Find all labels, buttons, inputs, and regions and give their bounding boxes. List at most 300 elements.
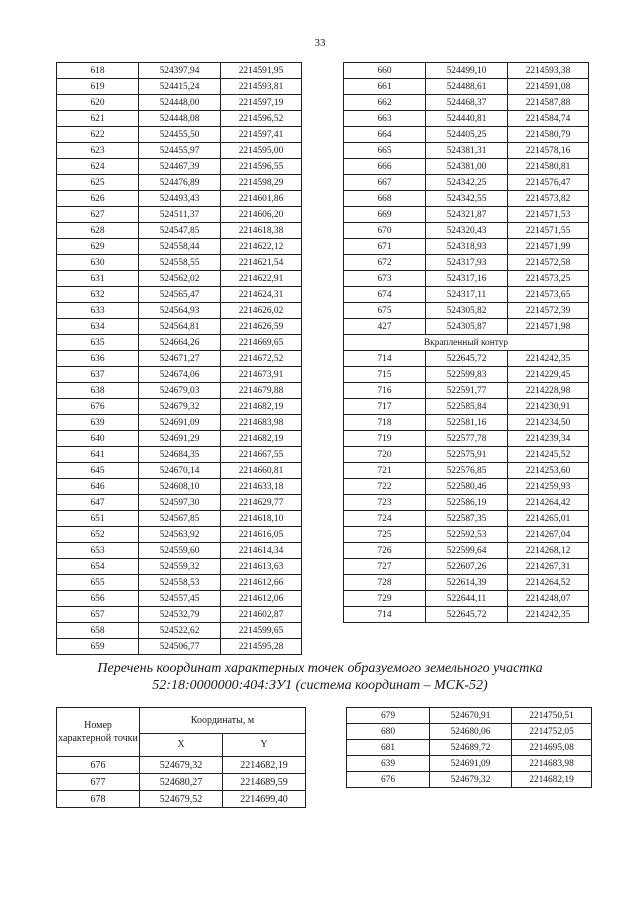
table-row (344, 351, 589, 367)
point-number-cell: 633 (57, 303, 139, 319)
y-coordinate-cell: 2214606,20 (221, 207, 302, 223)
y-coordinate-cell: 2214576,47 (508, 175, 589, 191)
x-coordinate-cell: 524467,39 (139, 159, 221, 175)
y-coordinate-cell: 2214239,34 (508, 431, 589, 447)
y-coordinate-cell: 2214669,65 (221, 335, 302, 351)
table-row (57, 111, 302, 127)
y-coordinate-cell: 2214622,91 (221, 271, 302, 287)
table-row (344, 415, 589, 431)
table-header-row (57, 708, 306, 734)
table-row (57, 255, 302, 271)
x-coordinate-cell: 524670,14 (139, 463, 221, 479)
x-coordinate-cell: 522587,35 (426, 511, 508, 527)
y-coordinate-cell: 2214699,40 (223, 791, 306, 808)
table-row (57, 774, 306, 791)
table-row (347, 740, 592, 756)
table-row (57, 127, 302, 143)
x-coordinate-cell: 524564,81 (139, 319, 221, 335)
point-number-cell: 676 (57, 757, 140, 774)
y-coordinate-cell: 2214584,74 (508, 111, 589, 127)
table-row (344, 431, 589, 447)
y-coordinate-cell: 2214624,31 (221, 287, 302, 303)
y-coordinate-cell: 2214599,65 (221, 623, 302, 639)
y-coordinate-cell: 2214601,86 (221, 191, 302, 207)
x-coordinate-cell: 522575,91 (426, 447, 508, 463)
x-coordinate-cell: 524506,77 (139, 639, 221, 655)
table-row (57, 399, 302, 415)
y-coordinate-cell: 2214573,25 (508, 271, 589, 287)
y-coordinate-cell: 2214598,29 (221, 175, 302, 191)
table-row (57, 159, 302, 175)
section-title-line-1: Перечень координат характерных точек образуемого земельного участка (97, 661, 543, 676)
point-number-cell: 631 (57, 271, 139, 287)
header-point-number: Номер характерной точки (57, 708, 140, 757)
point-number-cell: 676 (57, 399, 139, 415)
table-row (57, 757, 306, 774)
y-coordinate-cell: 2214572,58 (508, 255, 589, 271)
point-number-cell: 621 (57, 111, 139, 127)
x-coordinate-cell: 524565,47 (139, 287, 221, 303)
point-number-cell: 626 (57, 191, 139, 207)
point-number-cell: 619 (57, 79, 139, 95)
x-coordinate-cell: 524567,85 (139, 511, 221, 527)
table-row (344, 479, 589, 495)
point-number-cell: 718 (344, 415, 426, 431)
point-number-cell: 720 (344, 447, 426, 463)
point-number-cell: 724 (344, 511, 426, 527)
table-row (344, 543, 589, 559)
table-row (57, 607, 302, 623)
x-coordinate-cell: 524321,87 (426, 207, 508, 223)
table-row (57, 207, 302, 223)
point-number-cell: 665 (344, 143, 426, 159)
x-coordinate-cell: 524664,26 (139, 335, 221, 351)
x-coordinate-cell: 524679,32 (430, 772, 512, 788)
point-number-cell: 635 (57, 335, 139, 351)
point-number-cell: 636 (57, 351, 139, 367)
x-coordinate-cell: 522585,84 (426, 399, 508, 415)
y-coordinate-cell: 2214682,19 (223, 757, 306, 774)
x-coordinate-cell: 522614,39 (426, 575, 508, 591)
x-coordinate-cell: 524558,44 (139, 239, 221, 255)
table-row (57, 271, 302, 287)
x-coordinate-cell: 524691,09 (430, 756, 512, 772)
point-number-cell: 714 (344, 607, 426, 623)
table-row (344, 207, 589, 223)
table-row (344, 367, 589, 383)
point-number-cell: 657 (57, 607, 139, 623)
y-coordinate-cell: 2214573,82 (508, 191, 589, 207)
point-number-cell: 623 (57, 143, 139, 159)
x-coordinate-cell: 522644,11 (426, 591, 508, 607)
x-coordinate-cell: 524381,31 (426, 143, 508, 159)
y-coordinate-cell: 2214621,54 (221, 255, 302, 271)
y-coordinate-cell: 2214602,87 (221, 607, 302, 623)
y-coordinate-cell: 2214622,12 (221, 239, 302, 255)
point-number-cell: 646 (57, 479, 139, 495)
x-coordinate-cell: 524455,50 (139, 127, 221, 143)
table-row (344, 559, 589, 575)
point-number-cell: 723 (344, 495, 426, 511)
x-coordinate-cell: 524558,53 (139, 575, 221, 591)
plot-coordinates-table-left (56, 707, 306, 808)
y-coordinate-cell: 2214230,91 (508, 399, 589, 415)
point-number-cell: 647 (57, 495, 139, 511)
y-coordinate-cell: 2214593,81 (221, 79, 302, 95)
x-coordinate-cell: 524691,09 (139, 415, 221, 431)
table-row (57, 495, 302, 511)
x-coordinate-cell: 522599,83 (426, 367, 508, 383)
x-coordinate-cell: 524564,93 (139, 303, 221, 319)
table-row (344, 303, 589, 319)
table-row (57, 143, 302, 159)
table-row (57, 447, 302, 463)
x-coordinate-cell: 524448,08 (139, 111, 221, 127)
table-row (57, 527, 302, 543)
x-coordinate-cell: 524305,82 (426, 303, 508, 319)
x-coordinate-cell: 524680,06 (430, 724, 512, 740)
table-row (344, 319, 589, 335)
table-row (57, 383, 302, 399)
y-coordinate-cell: 2214682,19 (221, 431, 302, 447)
table-row (344, 111, 589, 127)
table-row (57, 511, 302, 527)
point-number-cell: 676 (347, 772, 430, 788)
x-coordinate-cell: 524305,87 (426, 319, 508, 335)
table-row (344, 399, 589, 415)
point-number-cell: 639 (347, 756, 430, 772)
table-row (344, 239, 589, 255)
x-coordinate-cell: 524674,06 (139, 367, 221, 383)
table-row (347, 756, 592, 772)
table-row (344, 447, 589, 463)
point-number-cell: 679 (347, 708, 430, 724)
plot-coordinates-table-left-body (57, 708, 306, 808)
table-row (344, 463, 589, 479)
point-number-cell: 656 (57, 591, 139, 607)
y-coordinate-cell: 2214616,05 (221, 527, 302, 543)
x-coordinate-cell: 522591,77 (426, 383, 508, 399)
point-number-cell: 681 (347, 740, 430, 756)
x-coordinate-cell: 524318,93 (426, 239, 508, 255)
point-number-cell: 716 (344, 383, 426, 399)
table-row (57, 543, 302, 559)
table-row (344, 575, 589, 591)
y-coordinate-cell: 2214626,59 (221, 319, 302, 335)
x-coordinate-cell: 524317,93 (426, 255, 508, 271)
y-coordinate-cell: 2214229,45 (508, 367, 589, 383)
table-row (57, 303, 302, 319)
table-row (57, 639, 302, 655)
y-coordinate-cell: 2214672,52 (221, 351, 302, 367)
y-coordinate-cell: 2214633,18 (221, 479, 302, 495)
x-coordinate-cell: 524559,32 (139, 559, 221, 575)
x-coordinate-cell: 522581,16 (426, 415, 508, 431)
y-coordinate-cell: 2214242,35 (508, 607, 589, 623)
point-number-cell: 721 (344, 463, 426, 479)
plot-coordinates-table-right (346, 707, 592, 788)
point-number-cell: 677 (57, 774, 140, 791)
x-coordinate-cell: 522580,46 (426, 479, 508, 495)
coordinates-table-right-body-bottom (344, 351, 589, 623)
point-number-cell: 715 (344, 367, 426, 383)
x-coordinate-cell: 524381,00 (426, 159, 508, 175)
table-row (57, 559, 302, 575)
x-coordinate-cell: 524597,30 (139, 495, 221, 511)
x-coordinate-cell: 524499,10 (426, 63, 508, 79)
x-coordinate-cell: 524671,27 (139, 351, 221, 367)
table-row (344, 79, 589, 95)
point-number-cell: 666 (344, 159, 426, 175)
table-row (57, 367, 302, 383)
x-coordinate-cell: 524547,85 (139, 223, 221, 239)
table-row (57, 79, 302, 95)
table-row (344, 271, 589, 287)
point-number-cell: 668 (344, 191, 426, 207)
y-coordinate-cell: 2214267,04 (508, 527, 589, 543)
x-coordinate-cell: 524689,72 (430, 740, 512, 756)
x-coordinate-cell: 522645,72 (426, 607, 508, 623)
point-number-cell: 717 (344, 399, 426, 415)
point-number-cell: 651 (57, 511, 139, 527)
x-coordinate-cell: 524476,89 (139, 175, 221, 191)
x-coordinate-cell: 524320,43 (426, 223, 508, 239)
point-number-cell: 638 (57, 383, 139, 399)
table-row (344, 127, 589, 143)
embedded-contour-label: Вкрапленный контур (344, 335, 589, 351)
y-coordinate-cell: 2214593,38 (508, 63, 589, 79)
x-coordinate-cell: 524679,52 (140, 791, 223, 808)
x-coordinate-cell: 524405,25 (426, 127, 508, 143)
table-row (57, 791, 306, 808)
x-coordinate-cell: 524342,55 (426, 191, 508, 207)
x-coordinate-cell: 524562,02 (139, 271, 221, 287)
table-row (57, 431, 302, 447)
y-coordinate-cell: 2214682,19 (512, 772, 592, 788)
table-row (57, 479, 302, 495)
y-coordinate-cell: 2214591,08 (508, 79, 589, 95)
y-coordinate-cell: 2214613,63 (221, 559, 302, 575)
point-number-cell: 672 (344, 255, 426, 271)
y-coordinate-cell: 2214571,99 (508, 239, 589, 255)
point-number-cell: 671 (344, 239, 426, 255)
point-number-cell: 669 (344, 207, 426, 223)
x-coordinate-cell: 522599,64 (426, 543, 508, 559)
table-row (344, 383, 589, 399)
point-number-cell: 678 (57, 791, 140, 808)
table-row (344, 287, 589, 303)
x-coordinate-cell: 524455,97 (139, 143, 221, 159)
table-row (344, 607, 589, 623)
table-row (344, 591, 589, 607)
point-number-cell: 719 (344, 431, 426, 447)
point-number-cell: 662 (344, 95, 426, 111)
point-number-cell: 727 (344, 559, 426, 575)
y-coordinate-cell: 2214597,19 (221, 95, 302, 111)
header-y: Y (223, 733, 306, 756)
y-coordinate-cell: 2214673,91 (221, 367, 302, 383)
point-number-cell: 660 (344, 63, 426, 79)
x-coordinate-cell: 524522,62 (139, 623, 221, 639)
y-coordinate-cell: 2214667,55 (221, 447, 302, 463)
point-number-cell: 661 (344, 79, 426, 95)
y-coordinate-cell: 2214242,35 (508, 351, 589, 367)
x-coordinate-cell: 524684,35 (139, 447, 221, 463)
table-row (57, 415, 302, 431)
table-row (57, 223, 302, 239)
point-number-cell: 625 (57, 175, 139, 191)
point-number-cell: 659 (57, 639, 139, 655)
table-row (57, 287, 302, 303)
y-coordinate-cell: 2214264,42 (508, 495, 589, 511)
x-coordinate-cell: 524679,32 (140, 757, 223, 774)
section-label-row-group (344, 335, 589, 351)
point-number-cell: 664 (344, 127, 426, 143)
y-coordinate-cell: 2214689,59 (223, 774, 306, 791)
point-number-cell: 624 (57, 159, 139, 175)
point-number-cell: 667 (344, 175, 426, 191)
point-number-cell: 726 (344, 543, 426, 559)
table-row (347, 772, 592, 788)
point-number-cell: 670 (344, 223, 426, 239)
x-coordinate-cell: 524559,60 (139, 543, 221, 559)
x-coordinate-cell: 524679,32 (139, 399, 221, 415)
y-coordinate-cell: 2214682,19 (221, 399, 302, 415)
y-coordinate-cell: 2214596,52 (221, 111, 302, 127)
x-coordinate-cell: 524493,43 (139, 191, 221, 207)
x-coordinate-cell: 524691,29 (139, 431, 221, 447)
point-number-cell: 658 (57, 623, 139, 639)
point-number-cell: 645 (57, 463, 139, 479)
point-number-cell: 652 (57, 527, 139, 543)
table-row (57, 319, 302, 335)
section-title (60, 660, 580, 694)
y-coordinate-cell: 2214595,00 (221, 143, 302, 159)
y-coordinate-cell: 2214587,88 (508, 95, 589, 111)
y-coordinate-cell: 2214571,98 (508, 319, 589, 335)
table-row (344, 63, 589, 79)
point-number-cell: 655 (57, 575, 139, 591)
point-number-cell: 640 (57, 431, 139, 447)
point-number-cell: 654 (57, 559, 139, 575)
table-row (57, 191, 302, 207)
x-coordinate-cell: 524558,55 (139, 255, 221, 271)
x-coordinate-cell: 524468,37 (426, 95, 508, 111)
coordinates-table-left-body (57, 63, 302, 655)
table-row (57, 175, 302, 191)
table-row (344, 511, 589, 527)
x-coordinate-cell: 524511,37 (139, 207, 221, 223)
point-number-cell: 618 (57, 63, 139, 79)
point-number-cell: 674 (344, 287, 426, 303)
table-row (57, 63, 302, 79)
y-coordinate-cell: 2214253,60 (508, 463, 589, 479)
y-coordinate-cell: 2214695,08 (512, 740, 592, 756)
y-coordinate-cell: 2214571,55 (508, 223, 589, 239)
coordinates-table-left (56, 62, 302, 655)
y-coordinate-cell: 2214626,02 (221, 303, 302, 319)
point-number-cell: 663 (344, 111, 426, 127)
x-coordinate-cell: 524440,81 (426, 111, 508, 127)
x-coordinate-cell: 522645,72 (426, 351, 508, 367)
point-number-cell: 641 (57, 447, 139, 463)
table-row (57, 95, 302, 111)
y-coordinate-cell: 2214580,79 (508, 127, 589, 143)
y-coordinate-cell: 2214259,93 (508, 479, 589, 495)
point-number-cell: 673 (344, 271, 426, 287)
point-number-cell: 622 (57, 127, 139, 143)
header-coordinates: Координаты, м (140, 708, 306, 734)
point-number-cell: 634 (57, 319, 139, 335)
y-coordinate-cell: 2214268,12 (508, 543, 589, 559)
y-coordinate-cell: 2214612,06 (221, 591, 302, 607)
page-number: 33 (314, 37, 326, 49)
coordinates-table-right (343, 62, 589, 623)
x-coordinate-cell: 524317,16 (426, 271, 508, 287)
table-row (344, 175, 589, 191)
x-coordinate-cell: 524557,45 (139, 591, 221, 607)
coordinates-table-right-body-top (344, 63, 589, 335)
point-number-cell: 632 (57, 287, 139, 303)
table-row (57, 623, 302, 639)
y-coordinate-cell: 2214679,88 (221, 383, 302, 399)
table-row (344, 95, 589, 111)
y-coordinate-cell: 2214612,66 (221, 575, 302, 591)
y-coordinate-cell: 2214752,05 (512, 724, 592, 740)
y-coordinate-cell: 2214614,34 (221, 543, 302, 559)
y-coordinate-cell: 2214683,98 (221, 415, 302, 431)
point-number-cell: 630 (57, 255, 139, 271)
table-row (347, 724, 592, 740)
point-number-cell: 714 (344, 351, 426, 367)
table-row (344, 527, 589, 543)
y-coordinate-cell: 2214591,95 (221, 63, 302, 79)
y-coordinate-cell: 2214248,07 (508, 591, 589, 607)
point-number-cell: 639 (57, 415, 139, 431)
table-row (57, 351, 302, 367)
x-coordinate-cell: 524488,61 (426, 79, 508, 95)
y-coordinate-cell: 2214750,51 (512, 708, 592, 724)
point-number-cell: 680 (347, 724, 430, 740)
point-number-cell: 637 (57, 367, 139, 383)
point-number-cell: 628 (57, 223, 139, 239)
x-coordinate-cell: 524608,10 (139, 479, 221, 495)
table-row (57, 463, 302, 479)
point-number-cell: 729 (344, 591, 426, 607)
y-coordinate-cell: 2214264,52 (508, 575, 589, 591)
y-coordinate-cell: 2214245,52 (508, 447, 589, 463)
table-row (57, 239, 302, 255)
y-coordinate-cell: 2214629,77 (221, 495, 302, 511)
y-coordinate-cell: 2214228,98 (508, 383, 589, 399)
y-coordinate-cell: 2214234,50 (508, 415, 589, 431)
header-x: X (140, 733, 223, 756)
x-coordinate-cell: 524680,27 (140, 774, 223, 791)
y-coordinate-cell: 2214580,81 (508, 159, 589, 175)
x-coordinate-cell: 524679,03 (139, 383, 221, 399)
table-row (347, 708, 592, 724)
table-row (344, 255, 589, 271)
table-row (344, 223, 589, 239)
point-number-cell: 620 (57, 95, 139, 111)
y-coordinate-cell: 2214571,53 (508, 207, 589, 223)
y-coordinate-cell: 2214660,81 (221, 463, 302, 479)
y-coordinate-cell: 2214597,41 (221, 127, 302, 143)
point-number-cell: 653 (57, 543, 139, 559)
x-coordinate-cell: 522586,19 (426, 495, 508, 511)
table-row (57, 575, 302, 591)
x-coordinate-cell: 522607,26 (426, 559, 508, 575)
